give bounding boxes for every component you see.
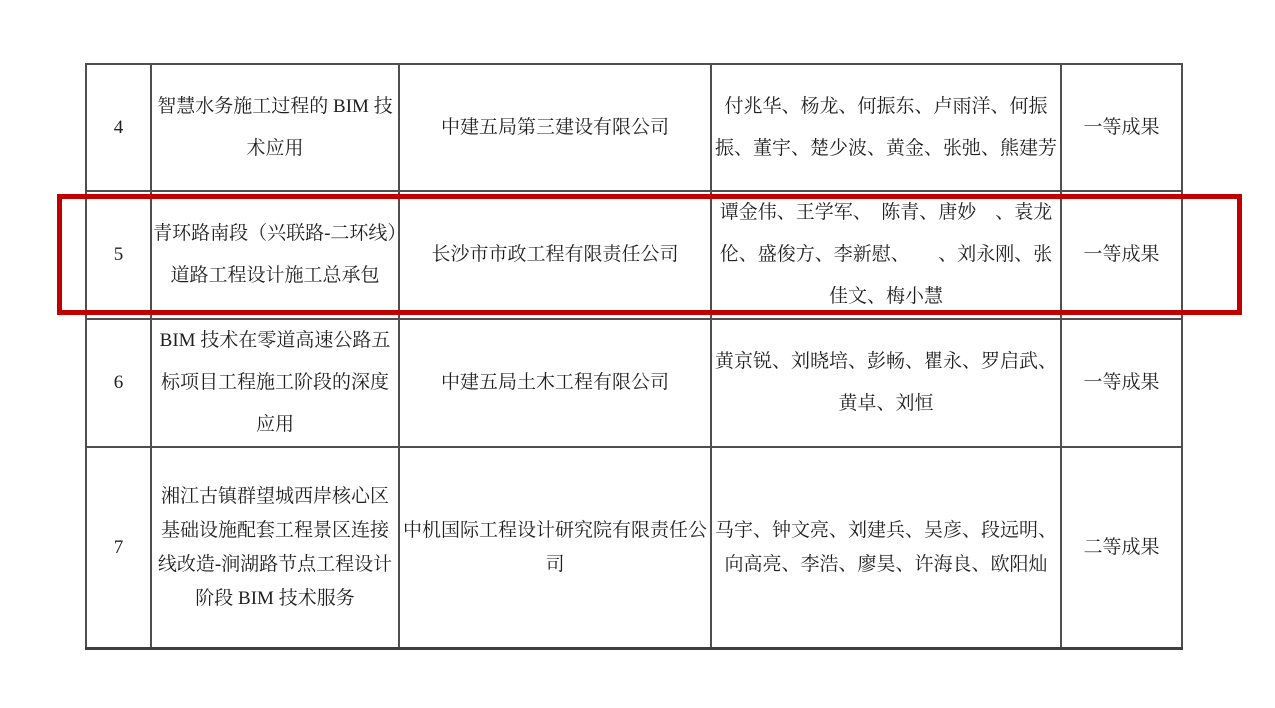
row-number-cell: 5	[86, 191, 151, 319]
project-cell: 湘江古镇群望城西岸核心区基础设施配套工程景区连接线改造-涧湖路节点工程设计阶段 BIM 技术服务	[151, 447, 399, 649]
company-cell: 中建五局第三建设有限公司	[399, 64, 711, 191]
table-row-highlighted	[86, 191, 1182, 319]
award-cell: 一等成果	[1061, 64, 1182, 191]
table-row	[86, 447, 1182, 649]
project-cell: 青环路南段（兴联路-二环线）道路工程设计施工总承包	[151, 191, 399, 319]
award-cell: 二等成果	[1061, 447, 1182, 649]
table-row	[86, 64, 1182, 191]
table-row	[86, 319, 1182, 447]
company-cell: 中机国际工程设计研究院有限责任公司	[399, 447, 711, 649]
project-cell: BIM 技术在零道高速公路五标项目工程施工阶段的深度应用	[151, 319, 399, 447]
award-cell: 一等成果	[1061, 319, 1182, 447]
team-cell: 谭金伟、王学军、 陈青、唐妙 、袁龙伦、盛俊方、李新慰、 、刘永刚、张佳文、梅小慧	[711, 191, 1061, 319]
row-number-cell: 4	[86, 64, 151, 191]
row-number-cell: 7	[86, 447, 151, 649]
team-cell: 付兆华、杨龙、何振东、卢雨洋、何振振、董宇、楚少波、黄金、张弛、熊建芳	[711, 64, 1061, 191]
row-number-cell: 6	[86, 319, 151, 447]
company-cell: 中建五局土木工程有限公司	[399, 319, 711, 447]
awards-table	[85, 63, 1183, 650]
team-cell: 马宇、钟文亮、刘建兵、吴彦、段远明、向高亮、李浩、廖昊、许海良、欧阳灿	[711, 447, 1061, 649]
company-cell: 长沙市市政工程有限责任公司	[399, 191, 711, 319]
award-cell: 一等成果	[1061, 191, 1182, 319]
project-cell: 智慧水务施工过程的 BIM 技术应用	[151, 64, 399, 191]
team-cell: 黄京锐、刘晓培、彭畅、瞿永、罗启武、黄卓、刘恒	[711, 319, 1061, 447]
